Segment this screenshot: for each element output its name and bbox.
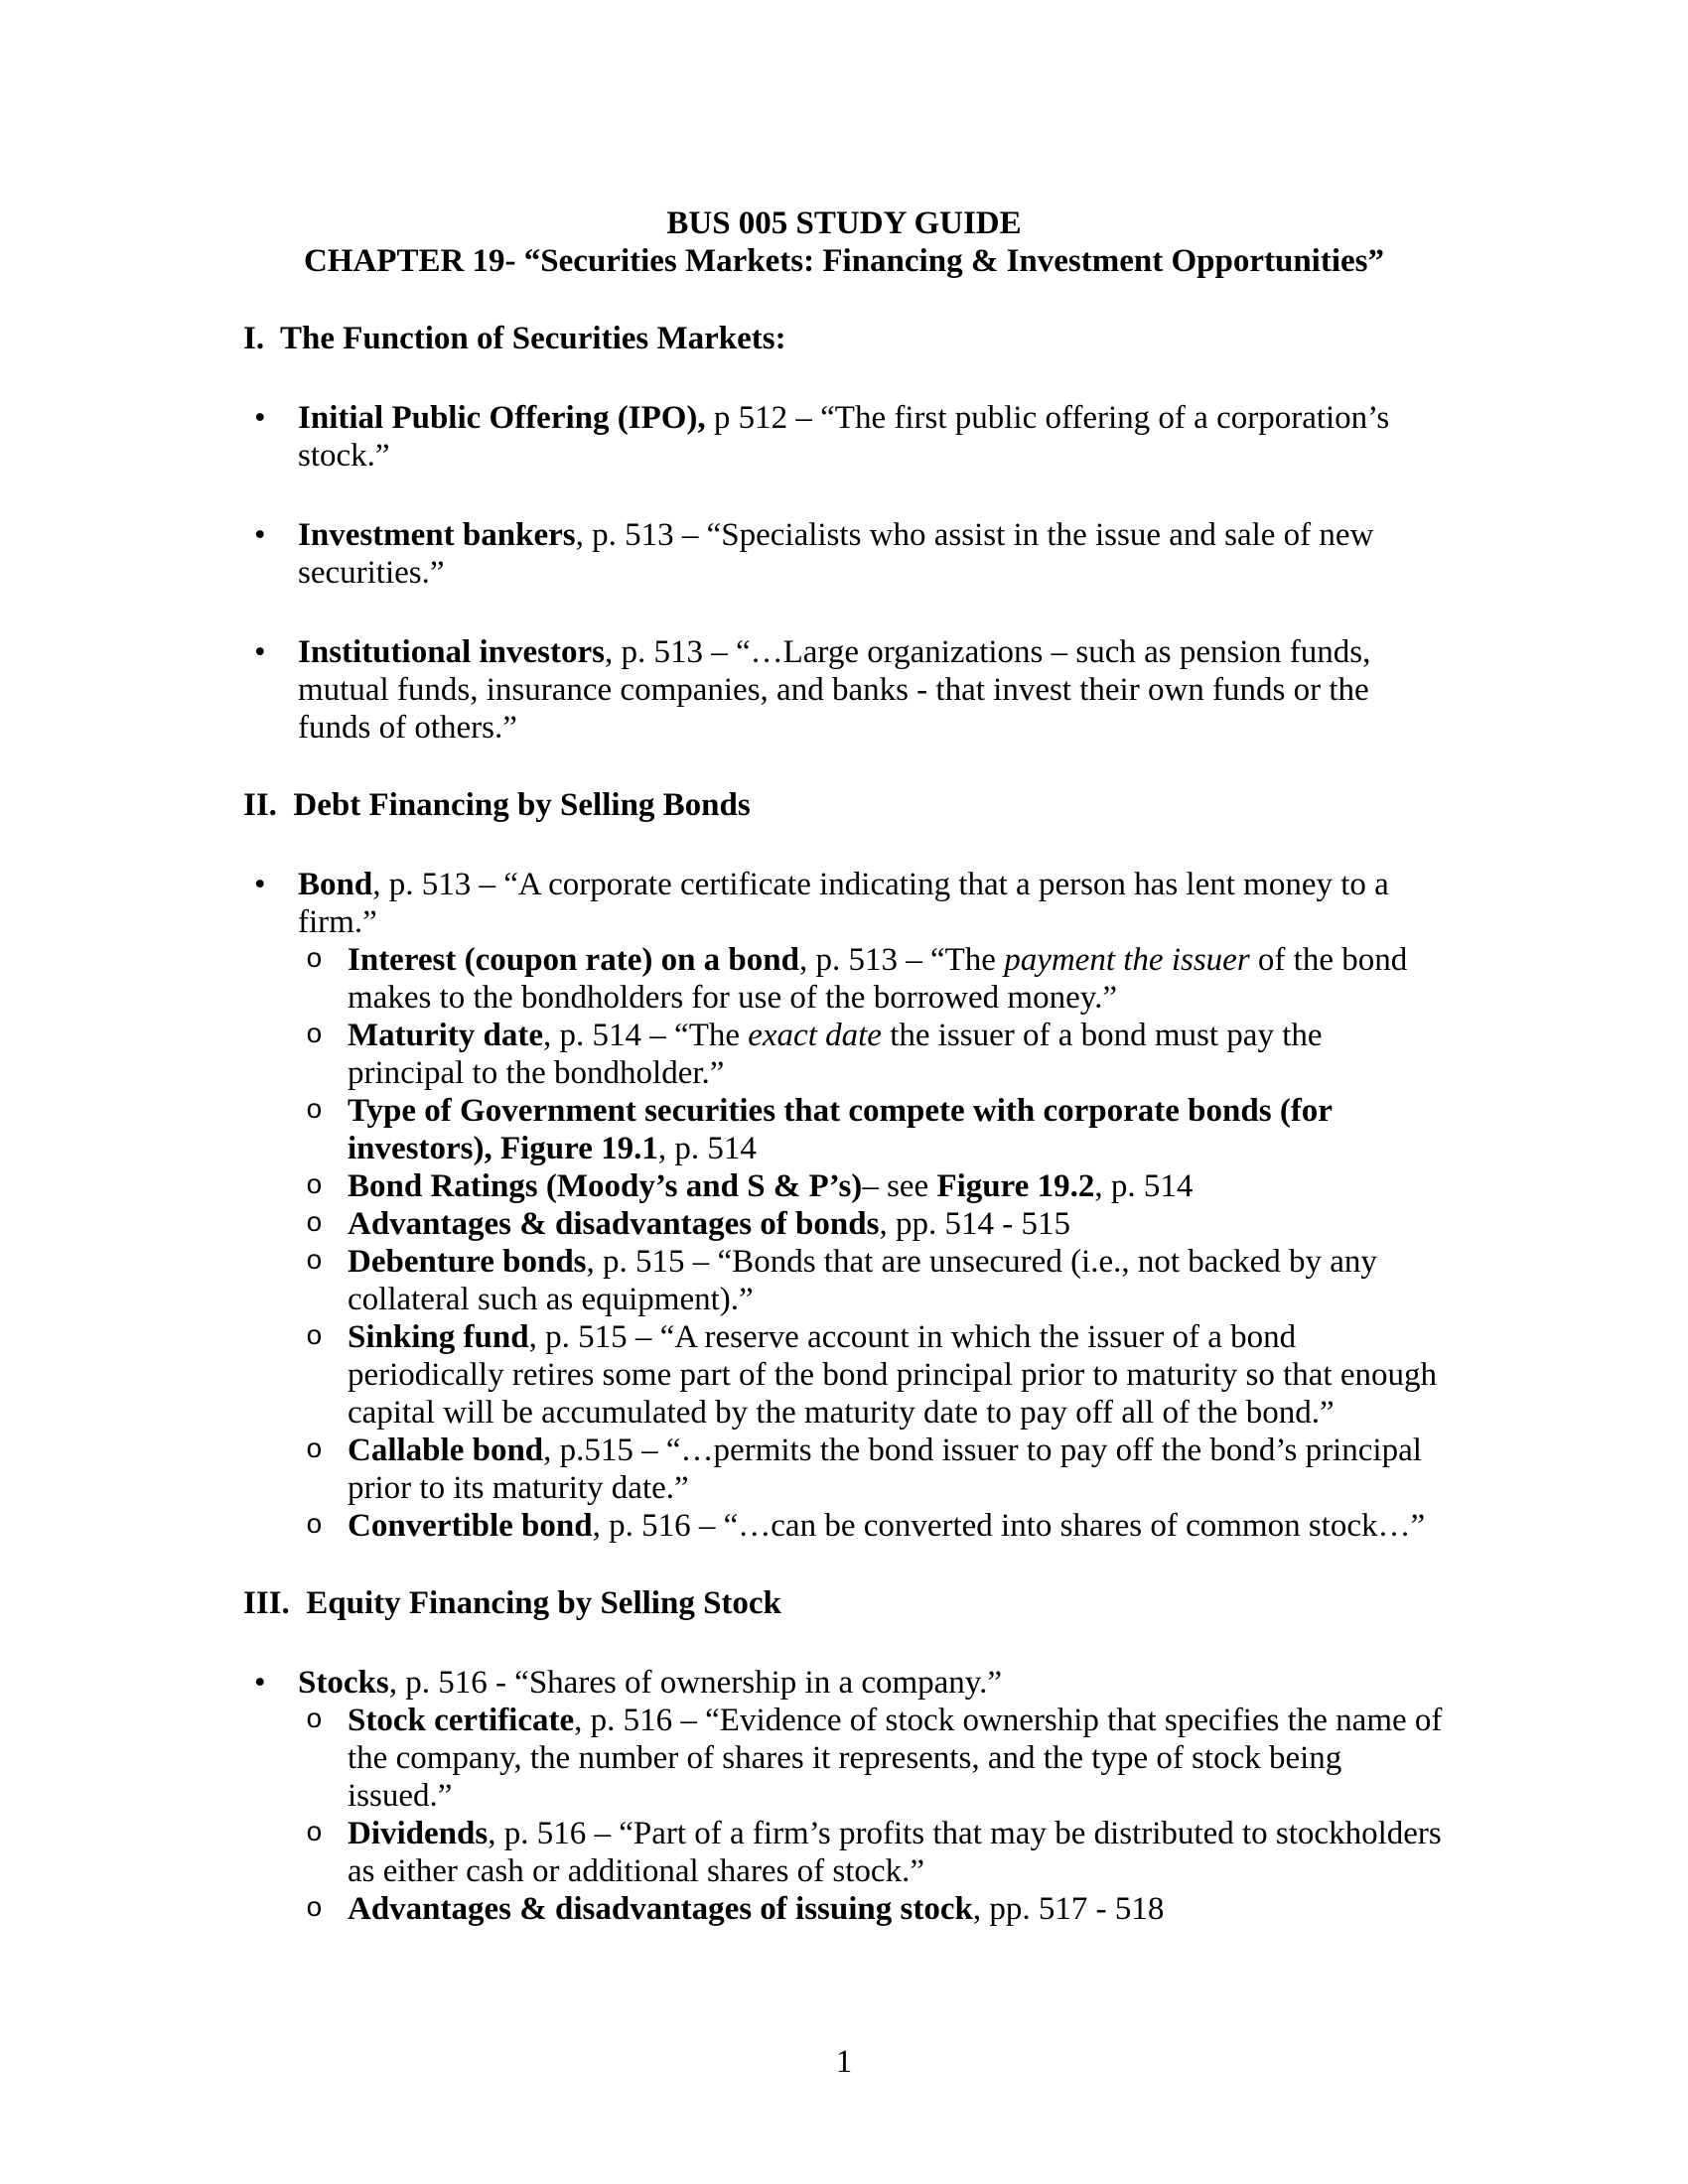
circle-bullet-icon: o bbox=[306, 1171, 323, 1202]
text-segment: Bond bbox=[298, 867, 373, 902]
text-segment: Stock certificate bbox=[348, 1703, 575, 1738]
text-segment: Initial Public Offering (IPO), bbox=[298, 400, 706, 436]
sub-bullet-text bbox=[348, 1891, 1164, 1927]
bullet-icon: • bbox=[254, 867, 266, 902]
sub-bullet-item bbox=[243, 1243, 1445, 1318]
text-segment: Stocks bbox=[298, 1665, 389, 1701]
sub-bullet-text bbox=[348, 1433, 1430, 1506]
sub-bullet-text bbox=[348, 1168, 1193, 1204]
title-line-1: BUS 005 STUDY GUIDE bbox=[666, 205, 1022, 241]
text-segment: Convertible bond bbox=[348, 1508, 593, 1544]
sub-bullet-text bbox=[348, 1703, 1451, 1814]
text-segment: payment the issuer bbox=[1004, 942, 1250, 978]
text-segment: Type of Government securities that compete with corporate bonds (for investors), Figure 19.1 bbox=[348, 1093, 1340, 1166]
bullet-item bbox=[243, 633, 1445, 747]
section-heading-ii: II. Debt Financing by Selling Bonds bbox=[243, 787, 751, 823]
sub-bullet-text bbox=[348, 1093, 1340, 1166]
section-heading-iii: III. Equity Financing by Selling Stock bbox=[243, 1585, 781, 1621]
sub-bullet-text bbox=[348, 942, 1415, 1016]
text-segment: of the bond makes to the bondholders for use of the borrowed money.” bbox=[348, 942, 1416, 1016]
text-segment: , p.515 – “…permits the bond issuer to pay off the bond’s principal prior to its maturity date.” bbox=[348, 1433, 1431, 1506]
circle-bullet-icon: o bbox=[306, 1511, 323, 1542]
text-segment: Maturity date bbox=[348, 1018, 544, 1053]
circle-bullet-icon: o bbox=[306, 1021, 323, 1051]
text-segment: , p. 516 – “Part of a firm’s profits that may be distributed to stockholders as either cash or additional shares of stock.” bbox=[348, 1816, 1450, 1889]
text-segment: , p. 516 – “…can be converted into shares of common stock…” bbox=[592, 1508, 1426, 1544]
circle-bullet-icon: o bbox=[306, 1209, 323, 1240]
text-segment: – see bbox=[862, 1168, 937, 1204]
title-line-2: CHAPTER 19- “Securities Markets: Financing & Investment Opportunities” bbox=[303, 243, 1385, 279]
sub-bullet-item bbox=[243, 1318, 1445, 1432]
bullet-text bbox=[298, 1665, 1002, 1701]
sub-bullet-item bbox=[243, 1167, 1445, 1205]
sub-bullet-text bbox=[348, 1816, 1450, 1889]
bullet-icon: • bbox=[254, 400, 266, 436]
sub-bullet-text bbox=[348, 1319, 1445, 1431]
text-segment: the issuer of a bond must pay the principal to the bondholder.” bbox=[348, 1018, 1331, 1091]
text-segment: Figure 19.2 bbox=[936, 1168, 1095, 1204]
text-segment: Institutional investors bbox=[298, 634, 605, 670]
circle-bullet-icon: o bbox=[306, 1819, 323, 1849]
circle-bullet-icon: o bbox=[306, 1706, 323, 1736]
text-segment: , p. 514 bbox=[657, 1131, 757, 1166]
circle-bullet-icon: o bbox=[306, 1096, 323, 1127]
bullet-text bbox=[298, 400, 1397, 474]
sub-bullet-item bbox=[243, 1815, 1450, 1890]
circle-bullet-icon: o bbox=[306, 945, 323, 976]
text-segment: , p. 516 - “Shares of ownership in a company.” bbox=[388, 1665, 1003, 1701]
bullet-text bbox=[298, 634, 1379, 746]
text-segment: , pp. 517 - 518 bbox=[972, 1891, 1165, 1927]
sub-bullet-text bbox=[348, 1244, 1385, 1317]
bullet-icon: • bbox=[254, 1665, 266, 1701]
bullet-icon: • bbox=[254, 517, 266, 553]
text-segment: , p. 513 – “The bbox=[799, 942, 1005, 978]
text-segment: Advantages & disadvantages of bonds bbox=[348, 1206, 880, 1242]
text-segment: exact date bbox=[748, 1018, 882, 1053]
section-heading-i: I. The Function of Securities Markets: bbox=[243, 321, 786, 356]
text-segment: , p. 516 – “Evidence of stock ownership that specifies the name of the company, the number of shares it represents, and the type of stock being issued.” bbox=[348, 1703, 1451, 1814]
text-segment: , p. 514 – “The bbox=[543, 1018, 749, 1053]
text-segment: , p. 513 – “…Large organizations – such as pension funds, mutual funds, insurance companies, and banks - that invest their own funds or the funds of others.” bbox=[298, 634, 1379, 746]
text-segment: Interest (coupon rate) on a bond bbox=[348, 942, 799, 978]
text-segment: , p. 513 – “Specialists who assist in the issue and sale of new securities.” bbox=[298, 517, 1382, 591]
text-segment: Callable bond bbox=[348, 1433, 544, 1468]
circle-bullet-icon: o bbox=[306, 1322, 323, 1353]
sub-bullet-item bbox=[243, 1890, 1445, 1928]
sub-bullet-item bbox=[243, 1205, 1445, 1243]
bullet-item bbox=[243, 399, 1445, 475]
bullet-text bbox=[298, 517, 1382, 591]
sub-bullet-text bbox=[348, 1206, 1070, 1242]
circle-bullet-icon: o bbox=[306, 1435, 323, 1466]
text-segment: p 512 – “The first public offering of a corporation’s stock.” bbox=[298, 400, 1398, 474]
page-number: 1 bbox=[835, 2044, 853, 2080]
text-segment: Dividends bbox=[348, 1816, 489, 1851]
circle-bullet-icon: o bbox=[306, 1894, 323, 1925]
document-body bbox=[243, 320, 1451, 1928]
sub-bullet-item bbox=[243, 1432, 1445, 1507]
circle-bullet-icon: o bbox=[306, 1247, 323, 1278]
text-segment: , p. 515 – “Bonds that are unsecured (i.e., not backed by any collateral such as equipment).” bbox=[348, 1244, 1386, 1317]
sub-bullet-item bbox=[243, 1092, 1445, 1167]
text-segment: , pp. 514 - 515 bbox=[879, 1206, 1070, 1242]
sub-bullet-item bbox=[243, 1702, 1451, 1815]
text-segment: Debenture bonds bbox=[348, 1244, 587, 1280]
text-segment: Bond Ratings (Moody’s and S & P’s) bbox=[348, 1168, 863, 1204]
sub-bullet-text bbox=[348, 1508, 1425, 1544]
bullet-item bbox=[243, 1664, 1445, 1702]
bullet-item bbox=[243, 516, 1445, 592]
text-segment: Sinking fund bbox=[348, 1319, 529, 1355]
text-segment: , p. 515 – “A reserve account in which the issuer of a bond periodically retires some part of the bond principal prior to maturity so that enough capital will be accumulated by the maturity date to pay off all of the bond.” bbox=[348, 1319, 1446, 1431]
sub-bullet-item bbox=[243, 941, 1445, 1017]
text-segment: Investment bankers bbox=[298, 517, 576, 553]
sub-bullet-item bbox=[243, 1017, 1445, 1092]
bullet-text bbox=[298, 867, 1397, 940]
text-segment: , p. 514 bbox=[1094, 1168, 1194, 1204]
bullet-item bbox=[243, 866, 1445, 941]
bullet-icon: • bbox=[254, 634, 266, 670]
document-title bbox=[243, 205, 1445, 280]
text-segment: Advantages & disadvantages of issuing stock bbox=[348, 1891, 973, 1927]
sub-bullet-text bbox=[348, 1018, 1331, 1091]
text-segment: , p. 513 – “A corporate certificate indicating that a person has lent money to a firm.” bbox=[298, 867, 1398, 940]
sub-bullet-item bbox=[243, 1507, 1445, 1545]
